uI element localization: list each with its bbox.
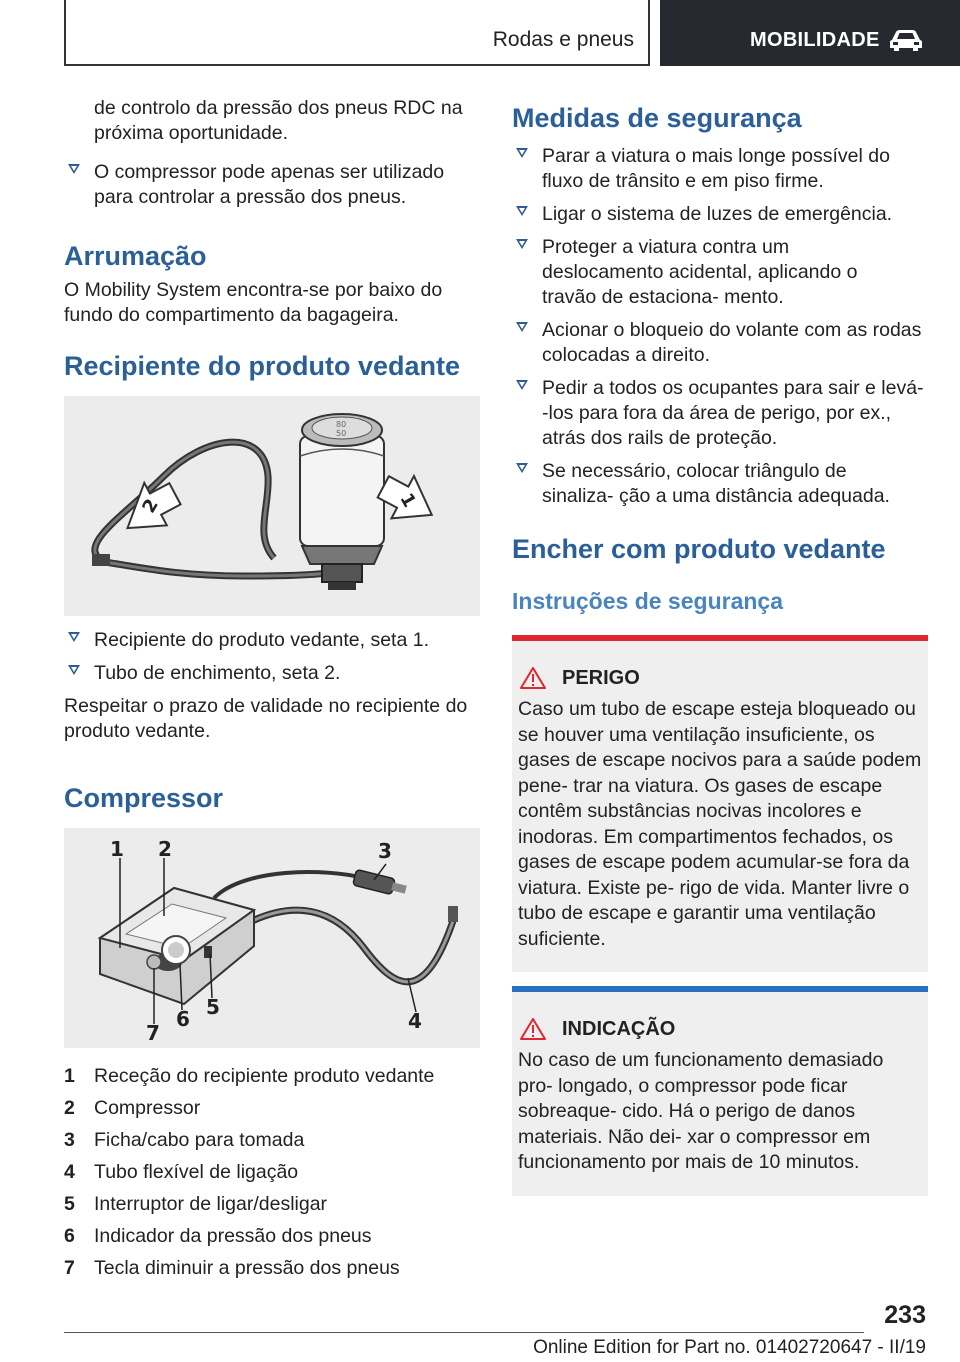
bullet-triangle-icon [516,380,528,390]
safety-bullet-5 [512,376,926,451]
figure-label-7: 7 [146,1021,160,1045]
item-number: 4 [64,1161,75,1183]
danger-text: Caso um tubo de escape esteja bloqueado ou se houver uma ventilação insuficiente, os gases de escape nocivos para a saúde podem pene- trar na viatura. Os gases de escape contêm substâncias nocivas incolores e inodoras. Em compartimentos fechados, os gases de escape podem acumular-se fora da viatura. Existe pe- rigo de vida. Manter livre o tubo de escape e garantir uma ventilação suficiente. [518,698,922,950]
bullet-text: Acionar o bloqueio do volante com as rodas colocadas a direito. [542,319,922,366]
notice-box [512,986,928,1196]
bullet-triangle-icon [68,665,80,675]
warning-triangle-icon [520,1018,546,1040]
item-number: 7 [64,1257,75,1279]
bullet-triangle-icon [68,632,80,642]
danger-title [512,641,928,691]
bottle-marking-1: 80 [336,420,347,429]
bullet-text: Pedir a todos os ocupantes para sair e levá- -los para fora da área de perigo, por ex., atrás dos rails de proteção. [542,377,924,449]
figure-label-6: 6 [176,1007,190,1031]
bullet-text: O compressor pode apenas ser utilizado para controlar a pressão dos pneus. [94,161,445,208]
right-column [512,96,928,1196]
container-note: Respeitar o prazo de validade no recipiente do produto vedante. [64,695,468,742]
bullet-triangle-icon [516,239,528,249]
item-number: 1 [64,1065,75,1087]
item-number: 6 [64,1225,75,1247]
heading-storage: Arrumação [64,241,207,271]
bottle-marking-2: 50 [336,429,347,438]
item-text: Receção do recipiente produto vedante [94,1065,435,1087]
heading-fill-sealant: Encher com produto vedante [512,534,886,564]
item-number: 2 [64,1097,75,1119]
heading-sealant-container: Recipiente do produto vedante [64,351,461,381]
arrow-label-2: 2 [138,495,163,517]
safety-bullet-6 [512,459,912,509]
bullet-text: Proteger a viatura contra um deslocamento acidental, aplicando o travão de estaciona- mento. [542,236,858,308]
bullet-triangle-icon [516,148,528,158]
bullet-text: Se necessário, colocar triângulo de sinaliza- ção a uma distância adequada. [542,460,890,507]
safety-bullet-3 [512,235,912,310]
heading-safety-instructions: Instruções de segurança [512,588,783,614]
heading-compressor: Compressor [64,783,224,813]
bullet-triangle-icon [516,463,528,473]
page-number: 233 [884,1301,926,1329]
bullet-text: Parar a viatura o mais longe possível do fluxo de trânsito e em piso firme. [542,145,890,192]
safety-bullet-2 [512,202,928,227]
notice-title [512,992,928,1042]
warning-triangle-icon [520,667,546,689]
bullet-compressor-usage [64,160,480,210]
item-text: Interruptor de ligar/desligar [94,1193,328,1215]
heading-safety-measures: Medidas de segurança [512,103,802,133]
list-item [64,1252,480,1284]
footer-edition: Online Edition for Part no. 01402720647 - II/19 [533,1337,926,1358]
list-item [64,1092,480,1124]
left-column [64,96,480,1284]
figure-label-2: 2 [158,837,172,861]
compressor-illustration [64,828,480,1048]
sealant-container-illustration [64,396,480,616]
figure-label-3: 3 [378,839,392,863]
bullet-triangle-icon [516,322,528,332]
bullet-text: Recipiente do produto vedante, seta 1. [94,629,429,651]
danger-title-text: PERIGO [562,666,640,689]
list-item [64,1124,480,1156]
list-item [64,1060,480,1092]
item-number: 5 [64,1193,75,1215]
header-chapter-label: MOBILIDADE [750,29,880,51]
item-number: 3 [64,1129,75,1151]
item-text: Tubo flexível de ligação [94,1161,299,1183]
safety-bullet-4 [512,318,922,368]
bullet-triangle-icon [68,164,80,174]
notice-text: No caso de um funcionamento demasiado pro- longado, o compressor pode ficar sobreaque- cido. Há o perigo de danos materiais. Não dei- xar o compressor em funcionamento por mais de 10 minutos. [518,1049,884,1173]
bullet-text: Tubo de enchimento, seta 2. [94,662,341,684]
item-text: Tecla diminuir a pressão dos pneus [94,1257,400,1279]
item-text: Compressor [94,1097,201,1119]
notice-title-text: INDICAÇÃO [562,1017,676,1040]
list-item [64,1188,480,1220]
bullet-container-1 [64,628,480,653]
figure-label-4: 4 [408,1009,422,1033]
list-item [64,1220,480,1252]
car-icon [888,28,924,52]
intro-continuation: de controlo da pressão dos pneus RDC na próxima oportunidade. [94,97,463,144]
figure-label-1: 1 [110,837,124,861]
compressor-figure [64,828,480,1048]
arrow-label-1: 1 [395,489,420,512]
safety-bullet-1 [512,144,922,194]
header-chapter-tab [660,0,960,66]
list-item [64,1156,480,1188]
sealant-container-figure [64,396,480,616]
header-section-title: Rodas e pneus [492,28,634,51]
page-header [0,0,960,66]
danger-box [512,635,928,972]
bullet-text: Ligar o sistema de luzes de emergência. [542,203,893,225]
compressor-parts-list [64,1060,480,1284]
figure-label-5: 5 [206,995,220,1019]
footer-divider [64,1332,864,1333]
storage-text: O Mobility System encontra-se por baixo do fundo do compartimento da bagageira. [64,279,443,326]
bullet-triangle-icon [516,206,528,216]
item-text: Ficha/cabo para tomada [94,1129,305,1151]
bullet-container-2 [64,661,480,686]
item-text: Indicador da pressão dos pneus [94,1225,372,1247]
